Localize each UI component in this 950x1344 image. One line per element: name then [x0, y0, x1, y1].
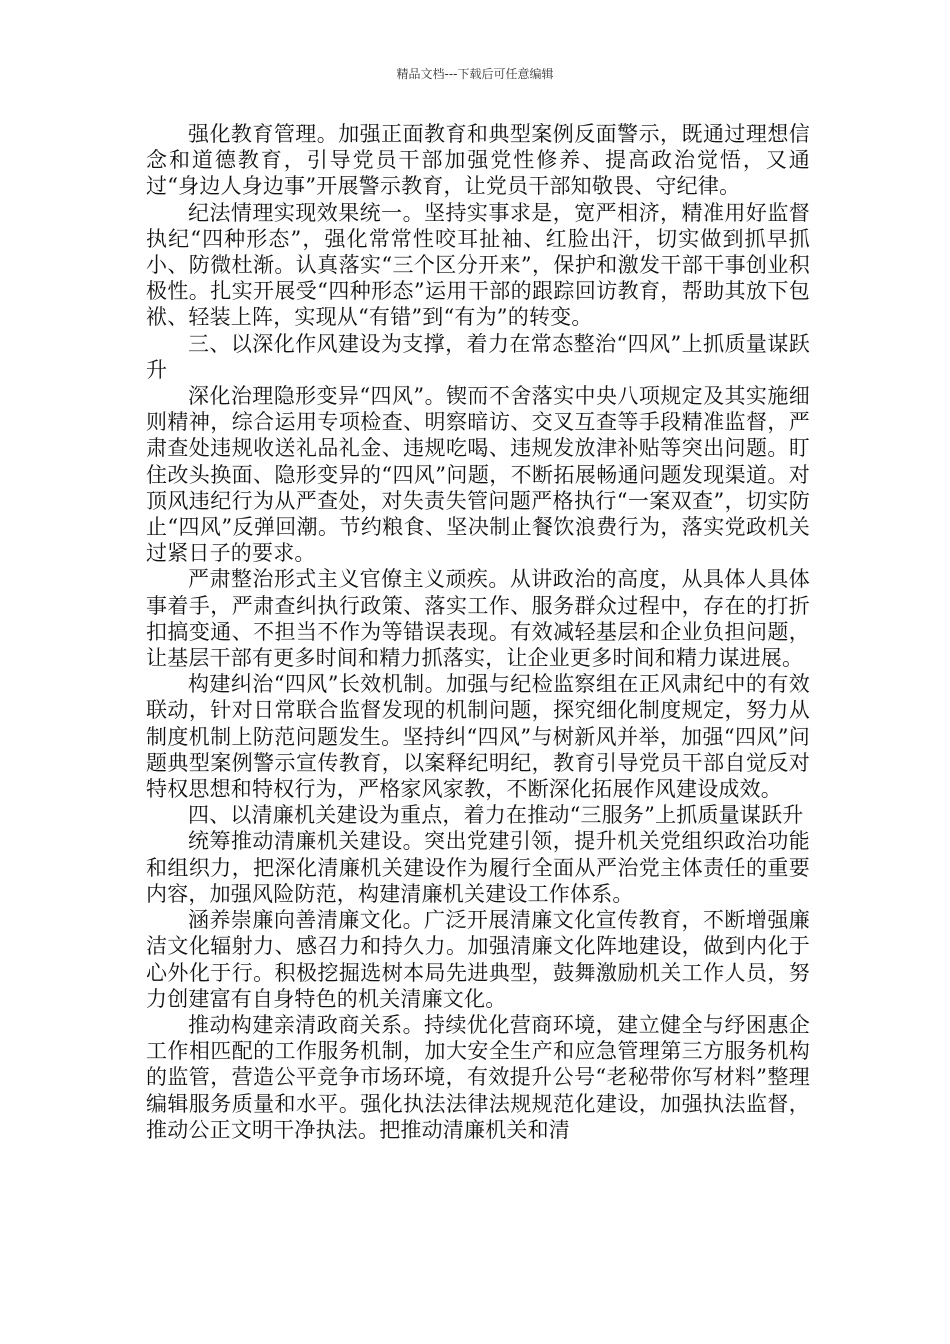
paragraph-government-business-relations: 推动构建亲清政商关系。持续优化营商环境，建立健全与纾困惠企工作相匹配的工作服务机制，加大安全生产和应急管理第三方服务机构的监管，营造公平竞争市场环境，有效提升公号“老秘带你写材料”整理编辑服务质量和水平。强化执法法律法规规范化建设，加强执法监督，推动公正文明干净执法。把推动清廉机关和清	[146, 1012, 810, 1142]
section-heading-four: 四、以清廉机关建设为重点，着力在推动“三服务”上抓质量谋跃升	[188, 803, 804, 828]
paragraph-education-management: 强化教育管理。加强正面教育和典型案例反面警示，既通过理想信念和道德教育，引导党员干部加强党性修养、提高政治觉悟，又通过“身边人身边事”开展警示教育，让党员干部知敬畏、守纪律。	[146, 122, 810, 199]
section-heading-three: 三、以深化作风建设为支撑，着力在常态整治“四风”上抓质量谋跃升	[146, 331, 810, 382]
document-body	[146, 121, 810, 1143]
paragraph-discipline-effect: 纪法情理实现效果统一。坚持实事求是，宽严相济，精准用好监督执纪“四种形态”，强化常常性咬耳扯袖、红脸出汗，切实做到抓早抓小、防微杜渐。认真落实“三个区分开来”，保护和激发干部干事创业积极性。扎实开展受“四种形态”运用干部的跟踪回访教育，帮助其放下包袱、轻装上阵，实现从“有错”到“有为”的转变。	[146, 200, 810, 330]
paragraph-long-term-mechanism: 构建纠治“四风”长效机制。加强与纪检监察组在正风肃纪中的有效联动，针对日常联合监督发现的机制问题，探究细化制度规定，努力从制度机制上防范问题发生。坚持纠“四风”与树新风并举，加强“四风”问题典型案例警示宣传教育，以案释纪明纪，教育引导党员干部自觉反对特权思想和特权行为，严格家风家教，不断深化拓展作风建设成效。	[146, 672, 810, 802]
paragraph-clean-culture: 涵养崇廉向善清廉文化。广泛开展清廉文化宣传教育，不断增强廉洁文化辐射力、感召力和持久力。加强清廉文化阵地建设，做到内化于心外化于行。积极挖掘选树本局先进典型，鼓舞激励机关工作人员，努力创建富有自身特色的机关清廉文化。	[146, 908, 810, 1011]
paragraph-four-winds-governance: 深化治理隐形变异“四风”。锲而不舍落实中央八项规定及其实施细则精神，综合运用专项检查、明察暗访、交叉互查等手段精准监督，严肃查处违规收送礼品礼金、违规吃喝、违规发放津补贴等突出问题。盯住改头换面、隐形变异的“四风”问题，不断拓展畅通问题发现渠道。对顶风违纪行为从严查处，对失责失管问题严格执行“一案双查”，切实防止“四风”反弹回潮。节约粮食、坚决制止餐饮浪费行为，落实党政机关过紧日子的要求。	[146, 384, 810, 566]
page-header: 精品文档---下载后可任意编辑	[396, 67, 554, 81]
paragraph-clean-organs: 统筹推动清廉机关建设。突出党建引领，提升机关党组织政治功能和组织力，把深化清廉机关建设作为履行全面从严治党主体责任的重要内容，加强风险防范，构建清廉机关建设工作体系。	[146, 829, 810, 906]
paragraph-formalism-bureaucratism: 严肃整治形式主义官僚主义顽疾。从讲政治的高度，从具体人具体事着手，严肃查纠执行政策、落实工作、服务群众过程中，存在的打折扣搞变通、不担当不作为等错误表现。有效减轻基层和企业负担问题，让基层干部有更多时间和精力抓落实，让企业更多时间和精力谋进展。	[146, 567, 810, 671]
